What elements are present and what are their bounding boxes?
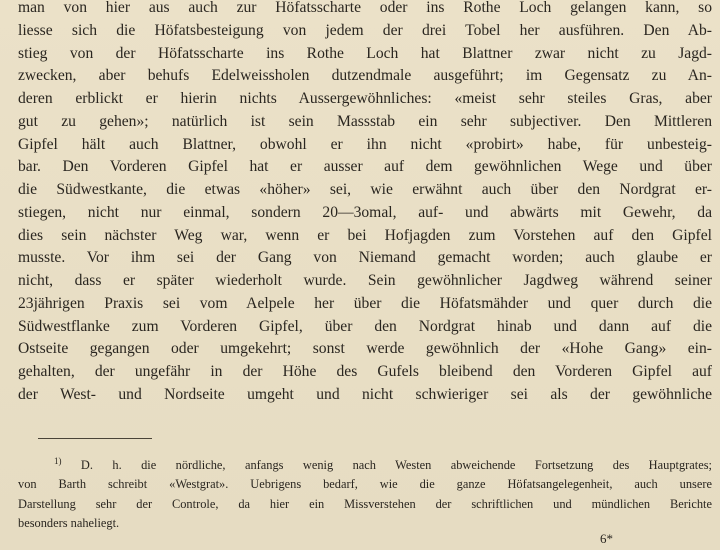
text-line: man von hier aus auch zur Höfatsscharte oder ins Rothe Loch gelangen kann, so	[18, 0, 712, 16]
footnote-line: besonders naheliegt.	[18, 516, 120, 531]
text-line: die Südwestkante, die etwas «höher» sei, wie erwähnt auch über den Nordgrat er-	[18, 181, 712, 198]
text-line: der West- und Nordseite umgeht und nicht schwieriger sei als der gewöhnliche	[18, 385, 712, 403]
text-line: stieg von der Höfatsscharte ins Rothe Loch hat Blattner zwar nicht zu Jagd-	[18, 44, 712, 62]
text-line: gehalten, der ungefähr in der Höhe des Gufels bleibend den Vorderen Gipfel auf	[18, 363, 712, 380]
text-line: nicht, dass er später wiederholt wurde. Sein gewöhnlicher Jagdweg während seiner	[18, 272, 712, 289]
text-line: bar. Den Vorderen Gipfel hat er ausser auf dem gewöhnlichen Wege und über	[18, 158, 712, 176]
footnote-marker: 1)	[54, 456, 62, 466]
text-line: liesse sich die Höfatsbesteigung von jedem der drei Tobel her ausführen. Den Ab-	[18, 21, 712, 39]
text-line: gut zu gehen»; natürlich ist sein Massstab ein sehr subjectiver. Den Mittleren	[18, 112, 712, 130]
footnote-first-text: D. h. die nördliche, anfangs wenig nach Westen abweichende Fortsetzung des Hauptgrates;	[80, 458, 712, 472]
text-line: Südwestflanke zum Vorderen Gipfel, über den Nordgrat hinab und dann auf die	[18, 317, 712, 335]
body-text	[18, 0, 712, 407]
text-line: deren erblickt er hierin nichts Aussergewöhnliches: «meist sehr steiles Gras, aber	[18, 90, 712, 107]
page-number: 6*	[600, 531, 613, 546]
text-line: musste. Vor ihm sei der Gang von Niemand gemacht worden; auch glaube er	[18, 249, 712, 267]
text-line: Ostseite gegangen oder umgekehrt; sonst werde gewöhnlich der «Hohe Gang» ein-	[18, 340, 712, 358]
footnote-line: Darstellung sehr der Controle, da hier ein Missverstehen der schriftlichen und mündlichen Berichte	[18, 496, 712, 511]
text-line: dies sein nächster Weg war, wenn er bei Hofjagden zum Vorstehen auf den Gipfel	[18, 226, 712, 244]
footnote-first-line	[18, 456, 712, 475]
footnote	[18, 456, 712, 534]
footnote-divider	[38, 438, 152, 439]
text-line: zwecken, aber behufs Edelweissholen dutzendmale ausgeführt; im Gegensatz zu An-	[18, 67, 712, 85]
text-line: 23jährigen Praxis sei vom Aelpele her über die Höfatsmähder und quer durch die	[18, 294, 712, 312]
footnote-line: von Barth schreibt «Westgrat». Uebrigens bedarf, wie die ganze Höfatsangelegenheit, auch unsere	[18, 477, 712, 492]
text-line: stiegen, nicht nur einmal, sondern 20—3omal, auf- und abwärts mit Gewehr, da	[18, 203, 712, 221]
text-line: Gipfel hält auch Blattner, obwohl er ihn nicht «probirt» habe, für unbesteig-	[18, 135, 712, 153]
